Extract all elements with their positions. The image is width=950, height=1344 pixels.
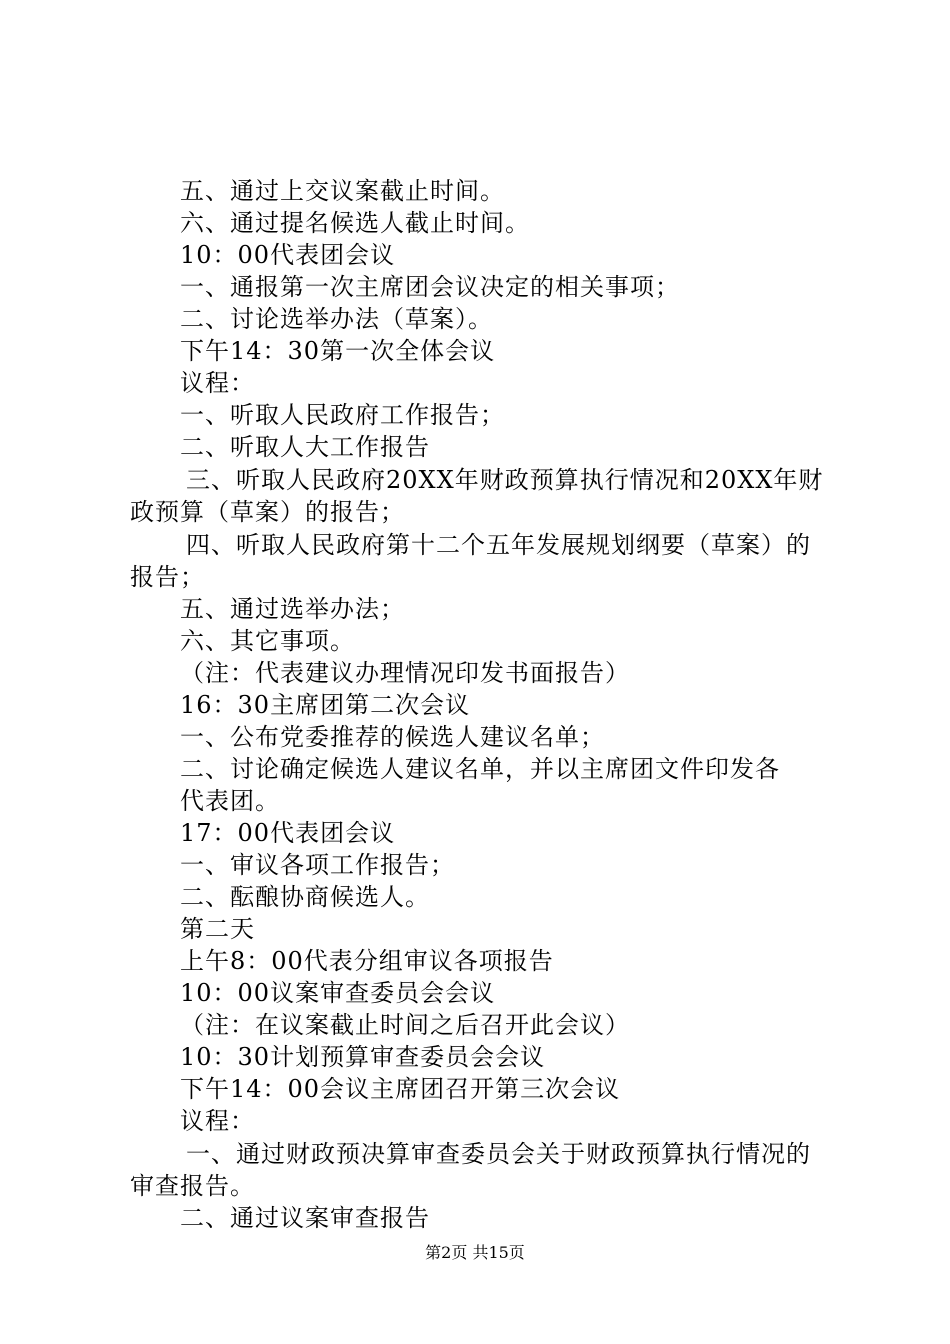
text-line: 审查报告。 <box>130 1172 255 1200</box>
text-line: 一、审议各项工作报告； <box>180 851 455 879</box>
text-line: 10：00议案审查委员会会议 <box>180 979 496 1007</box>
text-line: 10：00代表团会议 <box>180 241 396 269</box>
page-number-footer: 第2页 共15页 <box>425 1243 525 1262</box>
text-line: 二、讨论选举办法（草案）。 <box>180 305 493 333</box>
text-line: 政预算（草案）的报告； <box>130 498 405 526</box>
text-line: 17：00代表团会议 <box>180 819 396 847</box>
text-line: 下午14：30第一次全体会议 <box>180 337 496 365</box>
text-line: 第二天 <box>180 915 255 943</box>
text-line: 上午8：00代表分组审议各项报告 <box>180 947 554 975</box>
text-line: 六、其它事项。 <box>180 627 355 655</box>
text-line: 五、通过选举办法； <box>180 595 405 623</box>
text-line: （注：代表建议办理情况印发书面报告） <box>180 659 630 687</box>
text-line: 二、酝酿协商候选人。 <box>180 883 430 911</box>
text-line: （注：在议案截止时间之后召开此会议） <box>180 1011 630 1039</box>
text-line: 三、听取人民政府20XX年财政预算执行情况和20XX年财 <box>186 466 824 494</box>
text-line: 议程： <box>180 369 255 397</box>
text-line: 16：30主席团第二次会议 <box>180 691 471 719</box>
text-line: 一、公布党委推荐的候选人建议名单； <box>180 723 605 751</box>
text-line: 二、通过议案审查报告 <box>180 1204 430 1232</box>
text-line: 下午14：00会议主席团召开第三次会议 <box>180 1075 621 1103</box>
text-line: 报告； <box>130 563 205 591</box>
text-line: 一、听取人民政府工作报告； <box>180 401 505 429</box>
text-line: 一、通报第一次主席团会议决定的相关事项； <box>180 273 680 301</box>
text-line: 二、听取人大工作报告 <box>180 433 430 461</box>
text-line: 二、讨论确定候选人建议名单，并以主席团文件印发各 <box>180 755 780 783</box>
text-line: 10：30计划预算审查委员会会议 <box>180 1043 546 1071</box>
text-line: 代表团。 <box>180 787 280 815</box>
text-line: 六、通过提名候选人截止时间。 <box>180 209 530 237</box>
text-line: 五、通过上交议案截止时间。 <box>180 177 505 205</box>
text-line: 一、通过财政预决算审查委员会关于财政预算执行情况的 <box>186 1140 811 1168</box>
text-line: 四、听取人民政府第十二个五年发展规划纲要（草案）的 <box>186 531 811 559</box>
text-line: 议程： <box>180 1107 255 1135</box>
